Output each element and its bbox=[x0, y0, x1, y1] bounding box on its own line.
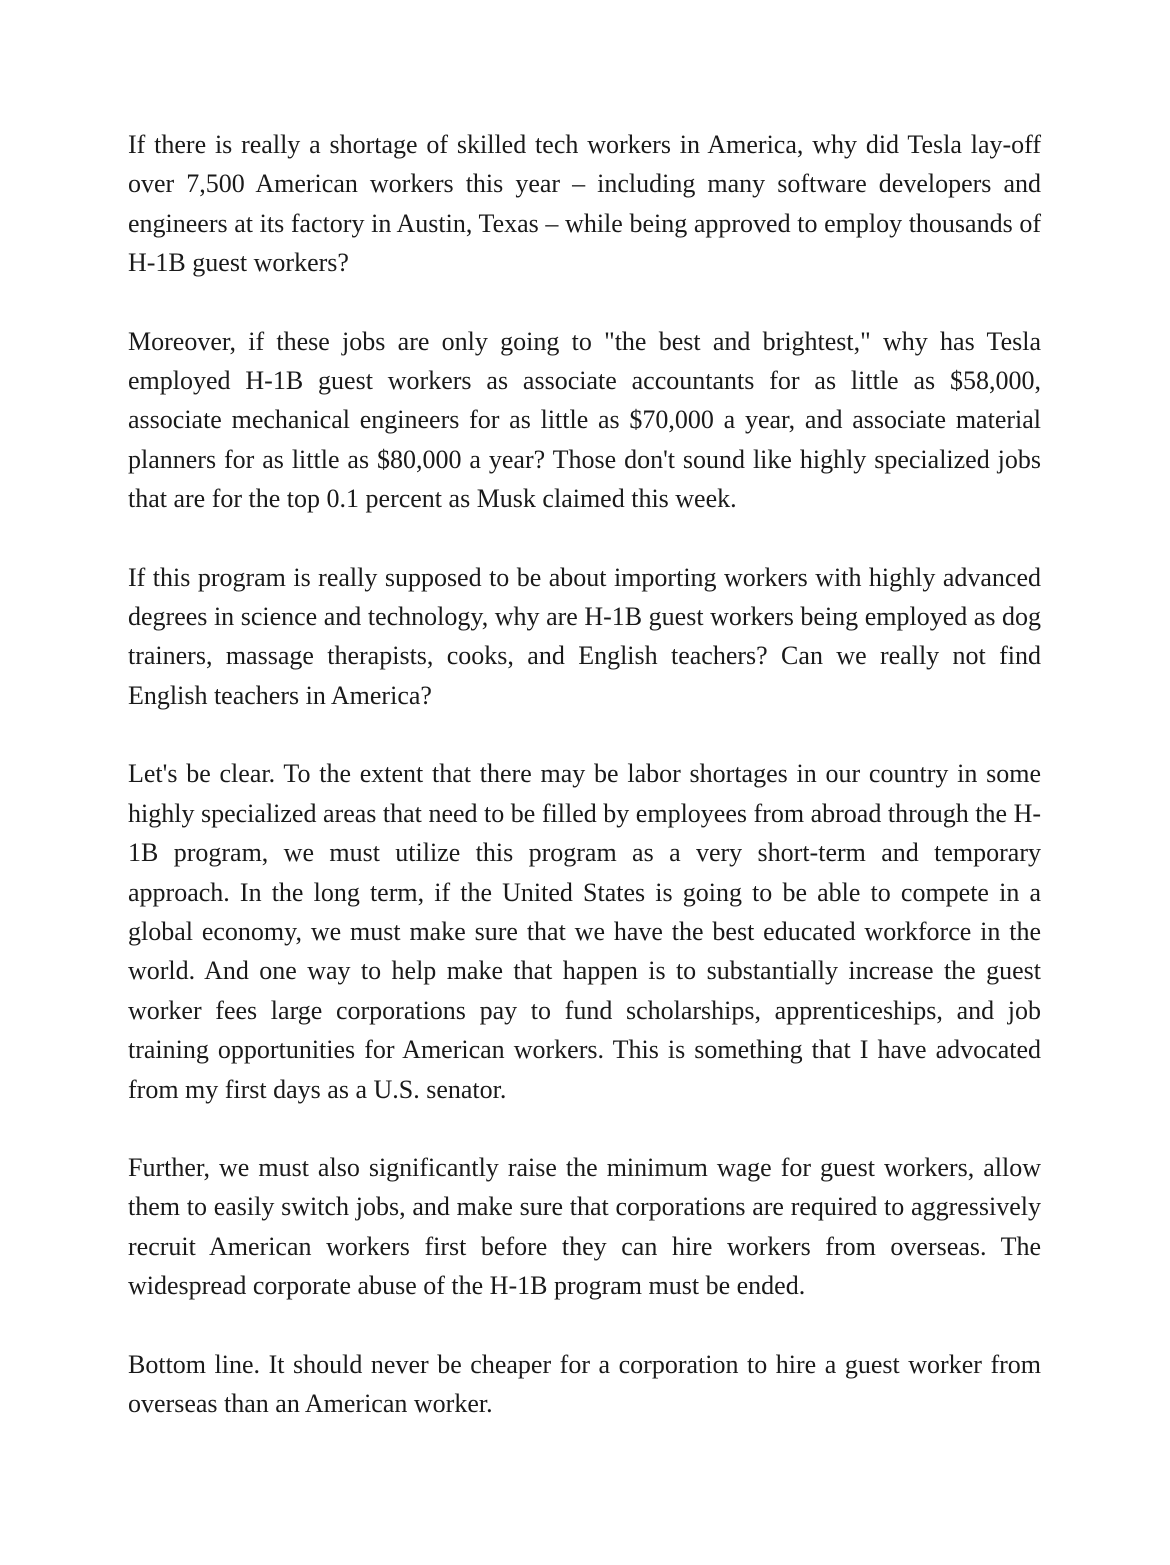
paragraph-advanced-degrees: If this program is really supposed to be about importing workers with highly advanced degrees in science and technology, why are H-1B guest workers being employed as dog trainers, massage therapists, cooks, and English teachers? Can we really not find English teachers in America? bbox=[128, 562, 1041, 710]
paragraph-best-and-brightest: Moreover, if these jobs are only going to "the best and brightest," why has Tesla employed H-1B guest workers as associate accountants for as little as $58,000, associate mechanical engineers for as little as $70,000 a year, and associate material planners for as little as $80,000 a year? Those don't sound like highly specialized jobs that are for the top 0.1 percent as Musk claimed this week. bbox=[128, 326, 1041, 514]
paragraph-lets-be-clear: Let's be clear. To the extent that there may be labor shortages in our country in some highly specialized areas that need to be filled by employees from abroad through the H-1B program, we must utilize this program as a very short-term and temporary approach. In the long term, if the United States is going to be able to compete in a global economy, we must make sure that we have the best educated workforce in the world. And one way to help make that happen is to substantially increase the guest worker fees large corporations pay to fund scholarships, apprenticeships, and job training opportunities for American workers. This is something that I have advocated from my first days as a U.S. senator. bbox=[128, 759, 1041, 1104]
paragraph-bottom-line: Bottom line. It should never be cheaper for a corporation to hire a guest worker from overseas than an American worker. bbox=[128, 1349, 1041, 1418]
document-body bbox=[128, 125, 1041, 1423]
paragraph-minimum-wage: Further, we must also significantly raise the minimum wage for guest workers, allow them to easily switch jobs, and make sure that corporations are required to aggressively recruit American workers first before they can hire workers from overseas. The widespread corporate abuse of the H-1B program must be ended. bbox=[128, 1152, 1041, 1301]
paragraph-tesla-layoffs: If there is really a shortage of skilled tech workers in America, why did Tesla lay-off over 7,500 American workers this year – including many software developers and engineers at its factory in Austin, Texas – while being approved to employ thousands of H-1B guest workers? bbox=[128, 130, 1041, 278]
